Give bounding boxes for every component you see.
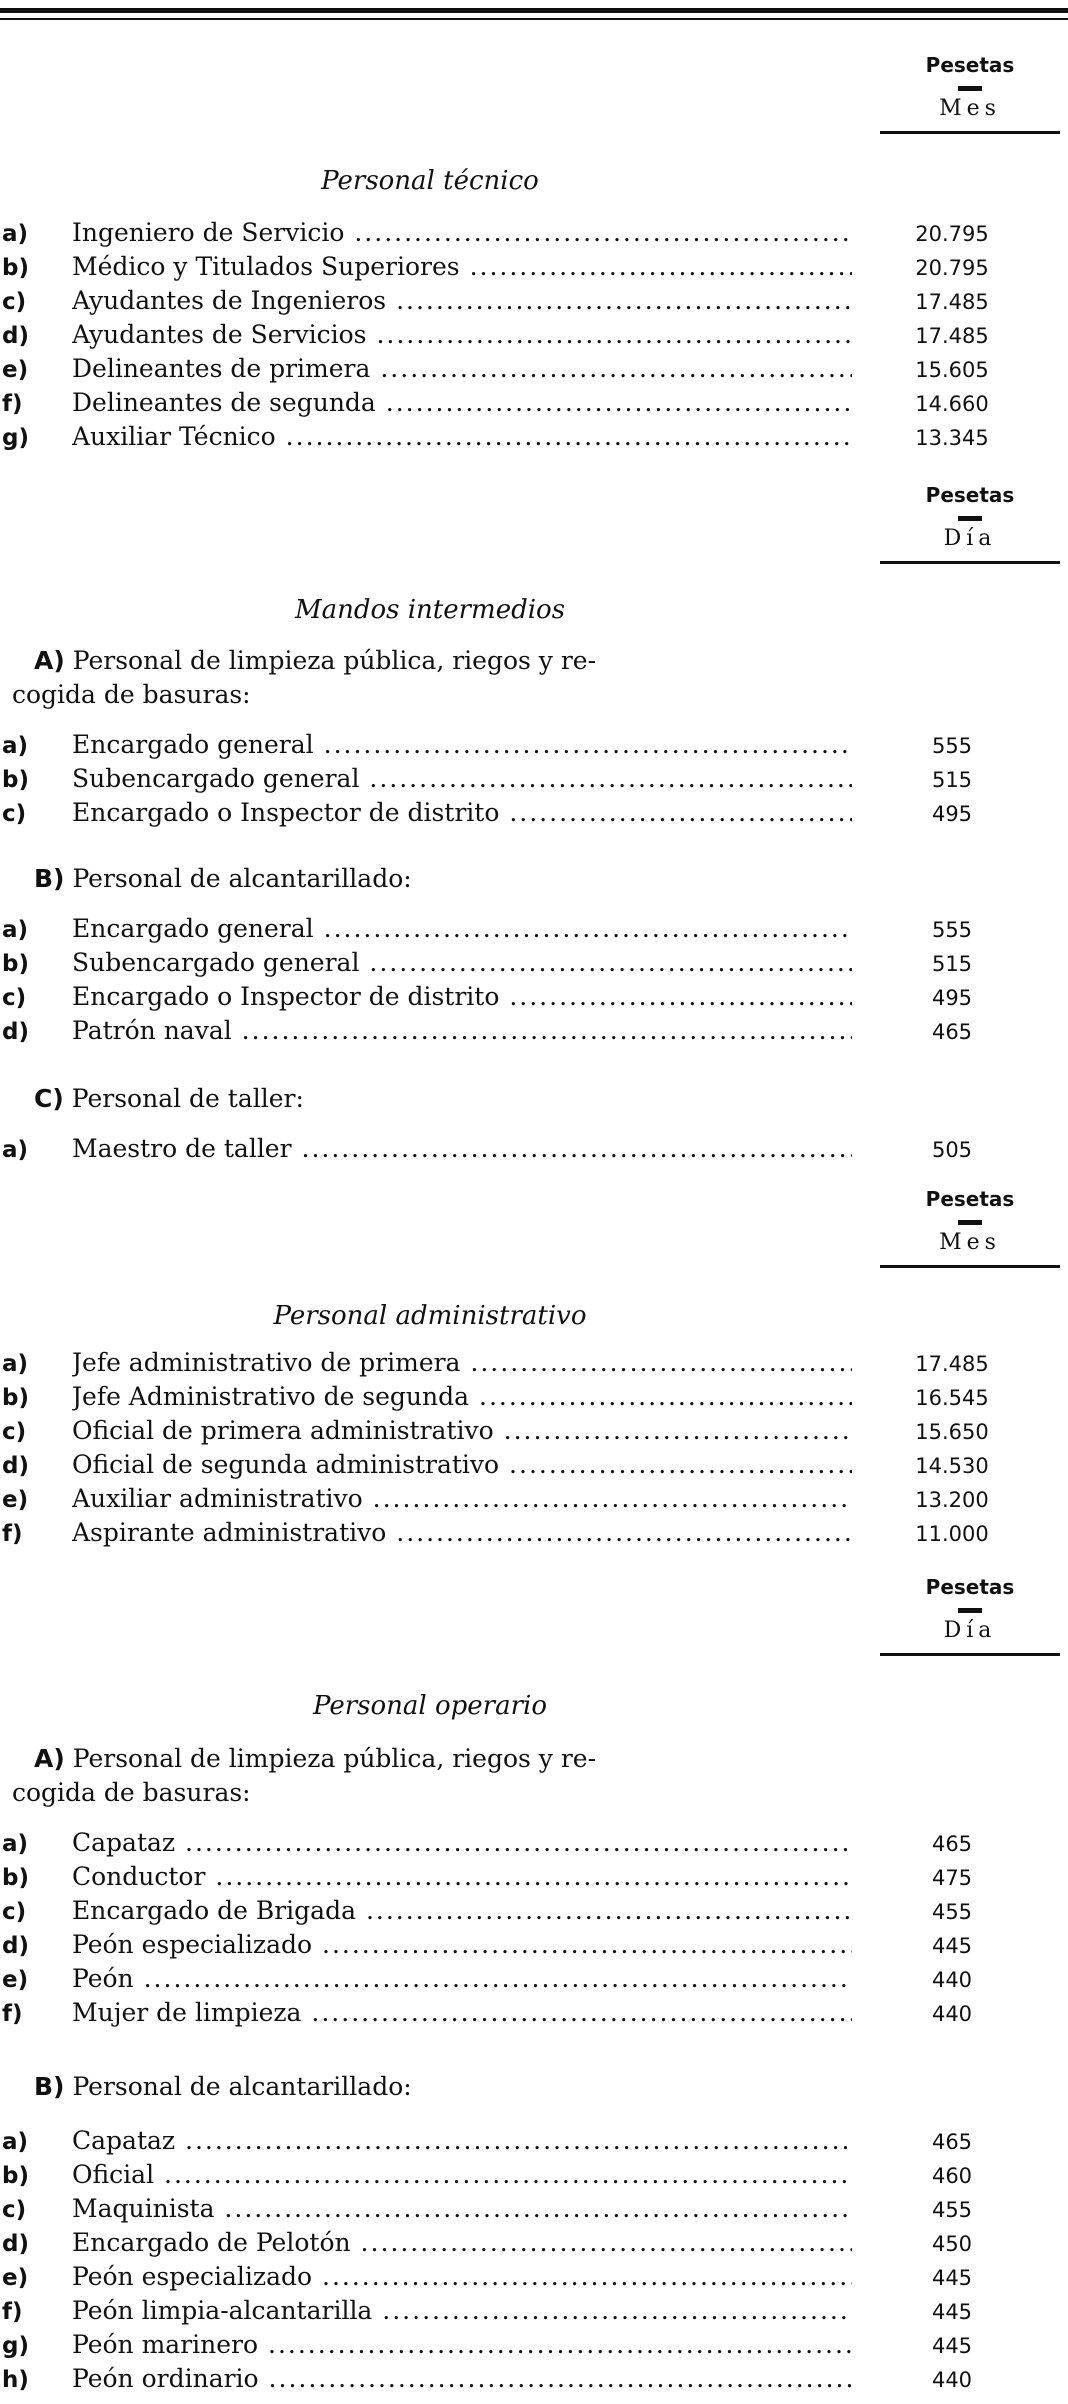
item-value: 440 (931, 1968, 973, 1992)
list-item (0, 2192, 1068, 2226)
item-label: Patrón naval ..... (72, 1014, 852, 1048)
list-item (0, 284, 1068, 318)
group-letter: C) (34, 1084, 64, 1113)
item-value: 13.200 (915, 1488, 989, 1512)
item-label: Encargado de Pelotón ..... (72, 2226, 852, 2260)
group-letter: A) (34, 646, 65, 675)
item-letter: a) (2, 2129, 29, 2155)
item-value: 505 (931, 1138, 973, 1162)
item-value: 20.795 (915, 256, 989, 280)
item-label: Aspirante administrativo ..... (72, 1516, 852, 1550)
item-letter: e) (2, 1967, 29, 1993)
list-tecnico (0, 216, 1068, 454)
item-letter: e) (2, 2265, 29, 2291)
section-title-operario: Personal operario (313, 1691, 547, 1721)
list-item (0, 250, 1068, 284)
item-label: Jefe administrativo de primera ..... (72, 1346, 852, 1380)
group-intro-mandos-c (12, 1082, 852, 1116)
item-value: 455 (931, 1900, 973, 1924)
item-value: 495 (931, 802, 973, 826)
item-label: Subencargado general ..... (72, 762, 852, 796)
item-letter: f) (2, 391, 23, 417)
unit-divider (958, 516, 982, 521)
item-label: Oficial ..... (72, 2158, 852, 2192)
period-label: Día (943, 526, 997, 551)
item-letter: c) (2, 801, 27, 827)
group-intro: Personal de taller: (71, 1084, 304, 1113)
item-letter: g) (2, 425, 29, 451)
list-item (0, 1826, 1068, 1860)
group-letter: B) (34, 864, 65, 893)
unit-header-mes-1 (880, 52, 1060, 134)
item-label: Maestro de taller ..... (72, 1132, 852, 1166)
item-letter: a) (2, 221, 29, 247)
list-item (0, 1414, 1068, 1448)
item-value: 465 (931, 2130, 973, 2154)
list-item (0, 2328, 1068, 2362)
item-label: Mujer de limpieza ..... (72, 1996, 852, 2030)
item-value: 11.000 (915, 1522, 989, 1546)
item-label: Peón especializado ..... (72, 2260, 852, 2294)
item-letter: f) (2, 1521, 23, 1547)
item-label: Oficial de segunda administrativo ..... (72, 1448, 852, 1482)
item-letter: b) (2, 255, 29, 281)
item-letter: b) (2, 951, 29, 977)
list-item (0, 1860, 1068, 1894)
list-administrativo (0, 1346, 1068, 1550)
group-intro-line1: Personal de limpieza pública, riegos y re- (72, 1744, 597, 1773)
item-letter: h) (2, 2367, 29, 2393)
unit-divider (958, 86, 982, 91)
item-value: 15.650 (915, 1420, 989, 1444)
item-value: 17.485 (915, 324, 989, 348)
item-label: Peón limpia-alcantarilla ..... (72, 2294, 852, 2328)
item-letter: a) (2, 733, 29, 759)
item-value: 17.485 (915, 290, 989, 314)
list-item (0, 1996, 1068, 2030)
list-item (0, 352, 1068, 386)
item-label: Peón especializado ..... (72, 1928, 852, 1962)
list-item (0, 912, 1068, 946)
item-value: 14.660 (915, 392, 989, 416)
item-letter: c) (2, 289, 27, 315)
item-letter: b) (2, 1385, 29, 1411)
group-intro-line1: Personal de limpieza pública, riegos y re- (72, 646, 597, 675)
item-label: Ayudantes de Ingenieros ..... (72, 284, 852, 318)
item-letter: d) (2, 1453, 29, 1479)
item-letter: d) (2, 323, 29, 349)
item-letter: g) (2, 2333, 29, 2359)
item-value: 450 (931, 2232, 973, 2256)
item-letter: e) (2, 1487, 29, 1513)
item-label: Encargado general ..... (72, 912, 852, 946)
list-mandos-a (0, 728, 1068, 830)
group-intro-mandos-b (12, 862, 852, 896)
list-operario-a (0, 1826, 1068, 2030)
section-title-administrativo: Personal administrativo (273, 1301, 587, 1331)
item-value: 460 (931, 2164, 973, 2188)
item-label: Encargado o Inspector de distrito ..... (72, 796, 852, 830)
item-value: 555 (931, 734, 973, 758)
unit-header-dia-1 (880, 482, 1060, 564)
item-value: 16.545 (915, 1386, 989, 1410)
item-value: 465 (931, 1832, 973, 1856)
item-label: Oficial de primera administrativo ..... (72, 1414, 852, 1448)
group-letter: B) (34, 2072, 65, 2101)
group-intro: Personal de alcantarillado: (72, 2072, 412, 2101)
item-value: 445 (931, 2300, 973, 2324)
item-value: 555 (931, 918, 973, 942)
item-label: Encargado general ..... (72, 728, 852, 762)
group-intro-operario-b (12, 2070, 852, 2104)
period-label: Mes (939, 1230, 1001, 1255)
column-rule (880, 131, 1060, 134)
list-item (0, 1482, 1068, 1516)
item-label: Jefe Administrativo de segunda ..... (72, 1380, 852, 1414)
list-mandos-c (0, 1132, 1068, 1166)
item-label: Ingeniero de Servicio ..... (72, 216, 852, 250)
item-value: 13.345 (915, 426, 989, 450)
group-intro-operario-a (12, 1742, 852, 1810)
item-value: 440 (931, 2002, 973, 2026)
item-label: Peón ordinario ..... (72, 2362, 852, 2396)
unit-header-dia-2 (880, 1574, 1060, 1656)
item-label: Peón marinero ..... (72, 2328, 852, 2362)
item-value: 495 (931, 986, 973, 1010)
currency-label: Pesetas (925, 483, 1015, 507)
list-mandos-b (0, 912, 1068, 1048)
top-rule-thick (0, 8, 1068, 13)
currency-label: Pesetas (925, 53, 1015, 77)
item-letter: a) (2, 1351, 29, 1377)
item-value: 475 (931, 1866, 973, 1890)
list-item (0, 2226, 1068, 2260)
item-letter: a) (2, 1137, 29, 1163)
list-item (0, 318, 1068, 352)
item-letter: a) (2, 1831, 29, 1857)
section-title-tecnico: Personal técnico (321, 166, 539, 196)
list-item (0, 1014, 1068, 1048)
top-rule-thin (0, 18, 1068, 20)
column-rule (880, 561, 1060, 564)
item-label: Delineantes de primera ..... (72, 352, 852, 386)
item-letter: c) (2, 985, 27, 1011)
list-item (0, 762, 1068, 796)
item-value: 20.795 (915, 222, 989, 246)
item-label: Auxiliar Técnico ..... (72, 420, 852, 454)
item-letter: b) (2, 1865, 29, 1891)
list-item (0, 216, 1068, 250)
group-intro-line2: cogida de basuras: (12, 680, 251, 709)
list-item (0, 1448, 1068, 1482)
group-letter: A) (34, 1744, 65, 1773)
item-letter: d) (2, 1933, 29, 1959)
item-letter: e) (2, 357, 29, 383)
column-rule (880, 1653, 1060, 1656)
item-label: Subencargado general ..... (72, 946, 852, 980)
column-rule (880, 1265, 1060, 1268)
list-item (0, 1346, 1068, 1380)
item-label: Maquinista ..... (72, 2192, 852, 2226)
list-item (0, 1132, 1068, 1166)
list-operario-b (0, 2124, 1068, 2396)
list-item (0, 1380, 1068, 1414)
group-intro-mandos-a (12, 644, 852, 712)
item-value: 515 (931, 952, 973, 976)
unit-divider (958, 1220, 982, 1225)
list-item (0, 1516, 1068, 1550)
item-letter: d) (2, 2231, 29, 2257)
list-item (0, 1928, 1068, 1962)
list-item (0, 2158, 1068, 2192)
group-intro-line2: cogida de basuras: (12, 1778, 251, 1807)
item-label: Auxiliar administrativo ..... (72, 1482, 852, 1516)
list-item (0, 980, 1068, 1014)
item-label: Ayudantes de Servicios ..... (72, 318, 852, 352)
list-item (0, 946, 1068, 980)
item-label: Delineantes de segunda ..... (72, 386, 852, 420)
item-label: Peón ..... (72, 1962, 852, 1996)
item-value: 17.485 (915, 1352, 989, 1376)
item-letter: c) (2, 1899, 27, 1925)
list-item (0, 420, 1068, 454)
item-letter: f) (2, 2299, 23, 2325)
list-item (0, 1962, 1068, 1996)
currency-label: Pesetas (925, 1575, 1015, 1599)
list-item (0, 796, 1068, 830)
item-label: Encargado de Brigada ..... (72, 1894, 852, 1928)
item-value: 14.530 (915, 1454, 989, 1478)
item-value: 455 (931, 2198, 973, 2222)
item-value: 15.605 (915, 358, 989, 382)
list-item (0, 1894, 1068, 1928)
item-letter: b) (2, 2163, 29, 2189)
item-letter: c) (2, 2197, 27, 2223)
item-label: Encargado o Inspector de distrito ..... (72, 980, 852, 1014)
item-label: Médico y Titulados Superiores ..... (72, 250, 852, 284)
item-label: Capataz ..... (72, 1826, 852, 1860)
item-label: Conductor ..... (72, 1860, 852, 1894)
item-letter: d) (2, 1019, 29, 1045)
item-letter: b) (2, 767, 29, 793)
list-item (0, 728, 1068, 762)
item-label: Capataz ..... (72, 2124, 852, 2158)
item-value: 465 (931, 1020, 973, 1044)
item-letter: c) (2, 1419, 27, 1445)
item-value: 445 (931, 2334, 973, 2358)
item-letter: a) (2, 917, 29, 943)
list-item (0, 2124, 1068, 2158)
list-item (0, 2294, 1068, 2328)
item-value: 445 (931, 1934, 973, 1958)
list-item (0, 386, 1068, 420)
group-intro: Personal de alcantarillado: (72, 864, 412, 893)
item-value: 445 (931, 2266, 973, 2290)
unit-header-mes-2 (880, 1186, 1060, 1268)
unit-divider (958, 1608, 982, 1613)
period-label: Mes (939, 96, 1001, 121)
section-title-mandos: Mandos intermedios (294, 595, 566, 625)
item-value: 515 (931, 768, 973, 792)
currency-label: Pesetas (925, 1187, 1015, 1211)
period-label: Día (943, 1618, 997, 1643)
list-item (0, 2362, 1068, 2396)
list-item (0, 2260, 1068, 2294)
item-letter: f) (2, 2001, 23, 2027)
item-value: 440 (931, 2368, 973, 2392)
